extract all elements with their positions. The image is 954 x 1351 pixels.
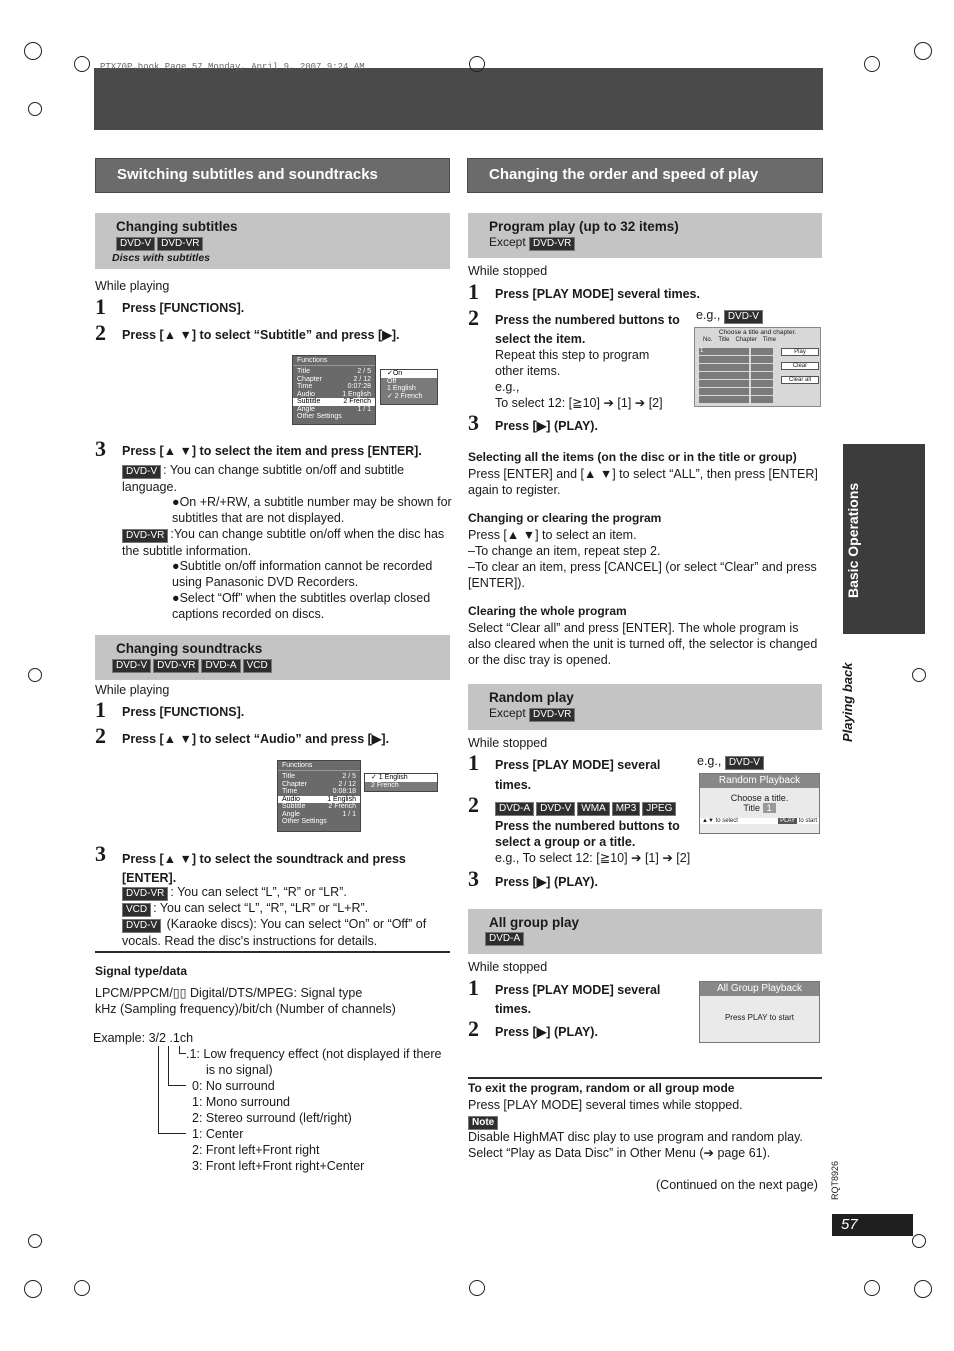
sidebar-italic-label: Playing back <box>840 662 855 742</box>
eg-label: e.g., DVD-V <box>697 753 766 770</box>
functions-row[interactable] <box>293 376 375 384</box>
badge-jpeg: JPEG <box>642 802 676 816</box>
functions-row[interactable] <box>278 811 360 819</box>
while-stopped: While stopped <box>468 960 548 974</box>
discs-note: Discs with subtitles <box>112 252 211 264</box>
while-playing: While playing <box>95 683 170 697</box>
crosshair-mark <box>28 102 42 116</box>
step-2-detail: e.g., <box>495 380 520 394</box>
signal-title: Signal type/data <box>95 964 188 978</box>
col-header: No. <box>703 337 713 343</box>
random-playback-screen <box>699 773 820 834</box>
subhead-random-play: Random play Except DVD-VR <box>468 684 822 730</box>
random-screen-title: Random Playback <box>700 774 819 788</box>
step-number-2: 2 <box>468 792 479 817</box>
functions-row[interactable] <box>293 391 375 399</box>
step-2-detail: other items. <box>495 364 561 378</box>
crosshair-mark <box>912 1234 926 1248</box>
row-label: Title <box>297 368 310 375</box>
step-3-text: Press [▶] (PLAY). <box>495 875 598 889</box>
step-number-2: 2 <box>95 320 106 345</box>
signal-line-1: LPCM/PPCM/▯▯ Digital/DTS/MPEG: Signal type <box>95 986 363 1000</box>
row-label: Other Settings <box>297 413 342 420</box>
step-2-detail: Repeat this step to program <box>495 348 650 362</box>
registration-mark <box>24 42 42 60</box>
step-number-1: 1 <box>468 975 479 1000</box>
signal-example: Example: 3/2 .1ch <box>93 1031 194 1045</box>
badge-dvd-v: DVD-V <box>116 237 155 251</box>
row-label: Chapter <box>297 375 322 383</box>
all-group-screen-title: All Group Playback <box>700 982 819 996</box>
page-number: 57 <box>832 1214 913 1236</box>
dvdv-subtitle-info: DVD-V : You can change subtitle on/off and subtitle language. <box>122 463 405 494</box>
audio-menu <box>364 773 438 792</box>
row-label: Other Settings <box>282 818 327 825</box>
row-value: 2 French <box>328 803 356 810</box>
step-number-1: 1 <box>95 294 106 319</box>
row-label: Angle <box>297 405 315 413</box>
while-stopped: While stopped <box>468 264 548 278</box>
row-value: 2 French <box>343 398 371 405</box>
play-button[interactable]: Play <box>781 348 819 356</box>
title-value[interactable]: 1 <box>763 803 776 813</box>
functions-row[interactable] <box>293 406 375 414</box>
clear-all-button[interactable]: Clear all <box>781 376 819 384</box>
functions-row[interactable] <box>278 818 360 826</box>
step-1-text: times. <box>495 778 532 792</box>
clearing-text: Select “Clear all” and press [ENTER]. The whole program is also cleared when the unit is turned off, the selector is changed or the disc tray is opened. <box>468 621 818 667</box>
row-value: 2 / 5 <box>342 773 356 780</box>
col-header: Title <box>718 337 730 343</box>
signal-item: 3: Front left+Front right+Center <box>192 1159 365 1173</box>
col-header: Chapter <box>735 337 757 343</box>
random-badges <box>495 800 678 816</box>
functions-row[interactable] <box>278 803 360 811</box>
functions-row[interactable] <box>293 383 375 391</box>
row-label: Audio <box>282 795 300 803</box>
continued-note: (Continued on the next page) <box>656 1178 818 1192</box>
row-value: 2 / 12 <box>353 375 371 383</box>
badge-dvd-vr: DVD-VR <box>153 659 199 673</box>
step-1-text: Press [PLAY MODE] several times. <box>495 287 700 301</box>
menu-item: ✓On <box>381 370 437 378</box>
subtitle-menu <box>380 369 438 405</box>
all-group-playback-screen <box>699 981 820 1043</box>
badge-wma: WMA <box>577 802 609 816</box>
signal-item: is no signal) <box>206 1063 273 1077</box>
divider <box>95 951 450 953</box>
step-1-text: Press [FUNCTIONS]. <box>122 301 245 315</box>
row-value: 0:07:28 <box>347 383 371 390</box>
divider <box>468 1077 822 1079</box>
dvdvr-audio-info: DVD-VR : You can select “L”, “R” or “LR”. <box>122 884 347 901</box>
functions-screen-subtitle <box>292 355 376 425</box>
crosshair-mark <box>469 56 485 72</box>
row-label: Chapter <box>282 780 307 788</box>
registration-mark <box>914 1280 932 1298</box>
functions-row[interactable] <box>278 781 360 789</box>
functions-title: Functions <box>278 761 360 771</box>
crosshair-mark <box>74 56 90 72</box>
badge-dvd-vr: DVD-VR <box>529 708 575 722</box>
step-number-2: 2 <box>468 1016 479 1041</box>
step-2-detail: To select 12: [≧10] ➔ [1] ➔ [2] <box>495 396 663 410</box>
clear-button[interactable]: Clear <box>781 362 819 370</box>
step-3-text: Press [▲ ▼] to select the item and press [ENTER]. <box>122 444 422 458</box>
badge-dvd-a: DVD-A <box>485 932 524 946</box>
step-number-3: 3 <box>468 866 479 891</box>
row-value: 2 / 5 <box>357 368 371 375</box>
note-label: Note <box>468 1116 498 1130</box>
random-screen-footer: ▲▼ to select <box>702 818 738 824</box>
registration-mark <box>24 1280 42 1298</box>
step-3-text: Press [▶] (PLAY). <box>495 419 598 433</box>
functions-row[interactable] <box>293 413 375 421</box>
changing-line: –To change an item, repeat step 2. <box>468 544 661 558</box>
signal-item: 2: Stereo surround (left/right) <box>192 1111 352 1125</box>
random-screen-text: Choose a title. <box>730 793 789 803</box>
crosshair-mark <box>28 1234 42 1248</box>
signal-line-2: kHz (Sampling frequency)/bit/ch (Number of channels) <box>95 1002 396 1016</box>
badge-dvd-v: DVD-V <box>536 802 575 816</box>
badge-dvd-v: DVD-V <box>112 659 151 673</box>
step-number-1: 1 <box>468 279 479 304</box>
exit-title: To exit the program, random or all group mode <box>468 1081 735 1095</box>
step-number-2: 2 <box>468 305 479 330</box>
row-label: Time <box>282 788 298 795</box>
crosshair-mark <box>912 668 926 682</box>
random-screen-footer: to start <box>798 818 817 824</box>
badge-dvd-vr: DVD-VR <box>529 237 575 251</box>
step-2-detail: e.g., To select 12: [≧10] ➔ [1] ➔ [2] <box>495 851 691 865</box>
functions-row[interactable] <box>278 796 360 804</box>
badge-dvd-vr: DVD-VR <box>157 237 203 251</box>
clearing-title: Clearing the whole program <box>468 604 627 618</box>
crosshair-mark <box>469 1280 485 1296</box>
bullet: ●On +R/+RW, a subtitle number may be shown for subtitles that are not displayed. <box>172 495 452 525</box>
subhead-changing-soundtracks <box>95 635 450 680</box>
row-label: Subtitle <box>297 398 321 405</box>
signal-item: 2: Front left+Front right <box>192 1143 320 1157</box>
signal-item: .1: Low frequency effect (not displayed if there <box>186 1047 442 1061</box>
step-number-3: 3 <box>95 841 106 866</box>
row-label: Angle <box>282 810 300 818</box>
menu-item: Off <box>387 377 397 385</box>
functions-row[interactable] <box>293 368 375 376</box>
crosshair-mark <box>74 1280 90 1296</box>
changing-title: Changing or clearing the program <box>468 511 662 525</box>
crosshair-mark <box>864 56 880 72</box>
row-value: 1 / 1 <box>342 810 356 818</box>
badge-dvd-a: DVD-A <box>495 802 534 816</box>
subhead-title: Program play (up to 32 items) <box>489 219 679 234</box>
menu-item: 1 English <box>387 385 416 392</box>
badge-vcd: VCD <box>243 659 272 673</box>
functions-screen-audio <box>277 760 361 832</box>
header-bar <box>94 68 823 130</box>
select-all-text: Press [ENTER] and [▲ ▼] to select “ALL”, then press [ENTER] again to register. <box>468 467 818 497</box>
badge-mp3: MP3 <box>612 802 641 816</box>
subhead-title: Random play <box>489 690 574 705</box>
while-playing: While playing <box>95 279 170 293</box>
col-header: Time <box>762 337 776 343</box>
dvdvr-subtitle-info: DVD-VR :You can change subtitle on/off when the disc has the subtitle information. <box>122 527 445 558</box>
step-2-text: Press [▶] (PLAY). <box>495 1025 598 1039</box>
crosshair-mark <box>28 668 42 682</box>
row-value: 0:08:18 <box>332 788 356 795</box>
section-title-order: Changing the order and speed of play <box>467 158 823 193</box>
step-number-3: 3 <box>95 436 106 461</box>
while-stopped: While stopped <box>468 736 548 750</box>
bullet: ●Select “Off” when the subtitles overlap closed captions recorded on discs. <box>172 591 431 621</box>
model-code: RQT8926 <box>830 1160 840 1200</box>
functions-row[interactable] <box>278 773 360 781</box>
section-title-subtitles: Switching subtitles and soundtracks <box>95 158 450 193</box>
select-all-title: Selecting all the items (on the disc or in the title or group) <box>468 450 797 464</box>
row-value: 1 English <box>327 795 356 803</box>
sidebar-label: Basic Operations <box>845 482 861 598</box>
menu-item: ✓ 2 French <box>387 392 423 400</box>
changing-line: Press [▲ ▼] to select an item. <box>468 528 637 542</box>
step-3-text: Press [▲ ▼] to select the soundtrack and press [ENTER]. <box>122 852 406 885</box>
bullet: ●Subtitle on/off information cannot be recorded using Panasonic DVD Recorders. <box>172 559 433 589</box>
note-line: Disable HighMAT disc play to use program and random play. <box>468 1130 803 1144</box>
vcd-audio-info: VCD : You can select “L”, “R”, “LR” or “L+R”. <box>122 900 368 917</box>
functions-title: Functions <box>293 356 375 366</box>
step-2-text: select the item. <box>495 332 586 346</box>
subhead-title: Changing soundtracks <box>116 641 263 656</box>
changing-line: –To clear an item, press [CANCEL] (or select “Clear” and press [ENTER]). <box>468 560 817 590</box>
row-label: Time <box>297 383 313 390</box>
step-2-text: Press [▲ ▼] to select “Audio” and press [▶]. <box>122 732 390 746</box>
note-line: Select “Play as Data Disc” in Other Menu (➔ page 61). <box>468 1146 771 1160</box>
row-value: 2 / 12 <box>338 780 356 788</box>
eg-label: e.g., DVD-V <box>696 307 765 324</box>
functions-row[interactable] <box>293 398 375 406</box>
step-1-text: Press [PLAY MODE] several <box>495 758 661 772</box>
step-number-1: 1 <box>95 697 106 722</box>
subhead-title: Changing subtitles <box>116 219 238 234</box>
row-value: 1 English <box>342 390 371 398</box>
step-2-text: Press the numbered buttons to <box>495 313 680 327</box>
step-number-3: 3 <box>468 410 479 435</box>
subhead-changing-subtitles <box>95 213 450 269</box>
subhead-program-play: Program play (up to 32 items) Except DVD-VR <box>468 213 822 258</box>
step-2-text: select a group or a title. <box>495 835 636 849</box>
step-number-2: 2 <box>95 723 106 748</box>
exit-text: Press [PLAY MODE] several times while stopped. <box>468 1098 743 1112</box>
signal-item: 1: Center <box>192 1127 244 1141</box>
signal-item: 1: Mono surround <box>192 1095 290 1109</box>
row-label: Audio <box>297 390 315 398</box>
step-1-text: Press [FUNCTIONS]. <box>122 705 245 719</box>
menu-item: 2 French <box>371 781 399 789</box>
step-number-1: 1 <box>468 750 479 775</box>
book-line: PTX70P.book Page 57 Monday, April 9, 2007 9:24 AM <box>100 62 365 72</box>
program-first-row: 1 <box>700 348 704 354</box>
functions-row[interactable] <box>278 788 360 796</box>
signal-item: 0: No surround <box>192 1079 275 1093</box>
subhead-all-group-play <box>468 909 822 954</box>
step-2-text: Press the numbered buttons to <box>495 819 680 833</box>
badge-dvd-a: DVD-A <box>201 659 240 673</box>
step-2-text: Press [▲ ▼] to select “Subtitle” and press [▶]. <box>122 328 400 342</box>
random-screen-label: Title <box>743 803 761 813</box>
registration-mark <box>914 42 932 60</box>
row-label: Subtitle <box>282 803 306 810</box>
all-group-screen-text: Press PLAY to start <box>724 1013 795 1022</box>
subhead-title: All group play <box>489 915 580 930</box>
menu-item: ✓ 1 English <box>365 774 437 782</box>
step-1-text: times. <box>495 1002 532 1016</box>
row-label: Title <box>282 773 295 780</box>
crosshair-mark <box>864 1280 880 1296</box>
program-screen <box>694 327 821 407</box>
play-label: PLAY <box>780 818 795 824</box>
step-1-text: Press [PLAY MODE] several <box>495 983 661 997</box>
sidebar-tab <box>843 444 925 634</box>
dvdv-audio-info: DVD-V (Karaoke discs): You can select “On” or “Off” of vocals. Read the disc's instructions for details. <box>122 917 427 948</box>
row-value: 1 / 1 <box>357 405 371 413</box>
program-screen-title: Choose a title and chapter. <box>718 329 797 336</box>
